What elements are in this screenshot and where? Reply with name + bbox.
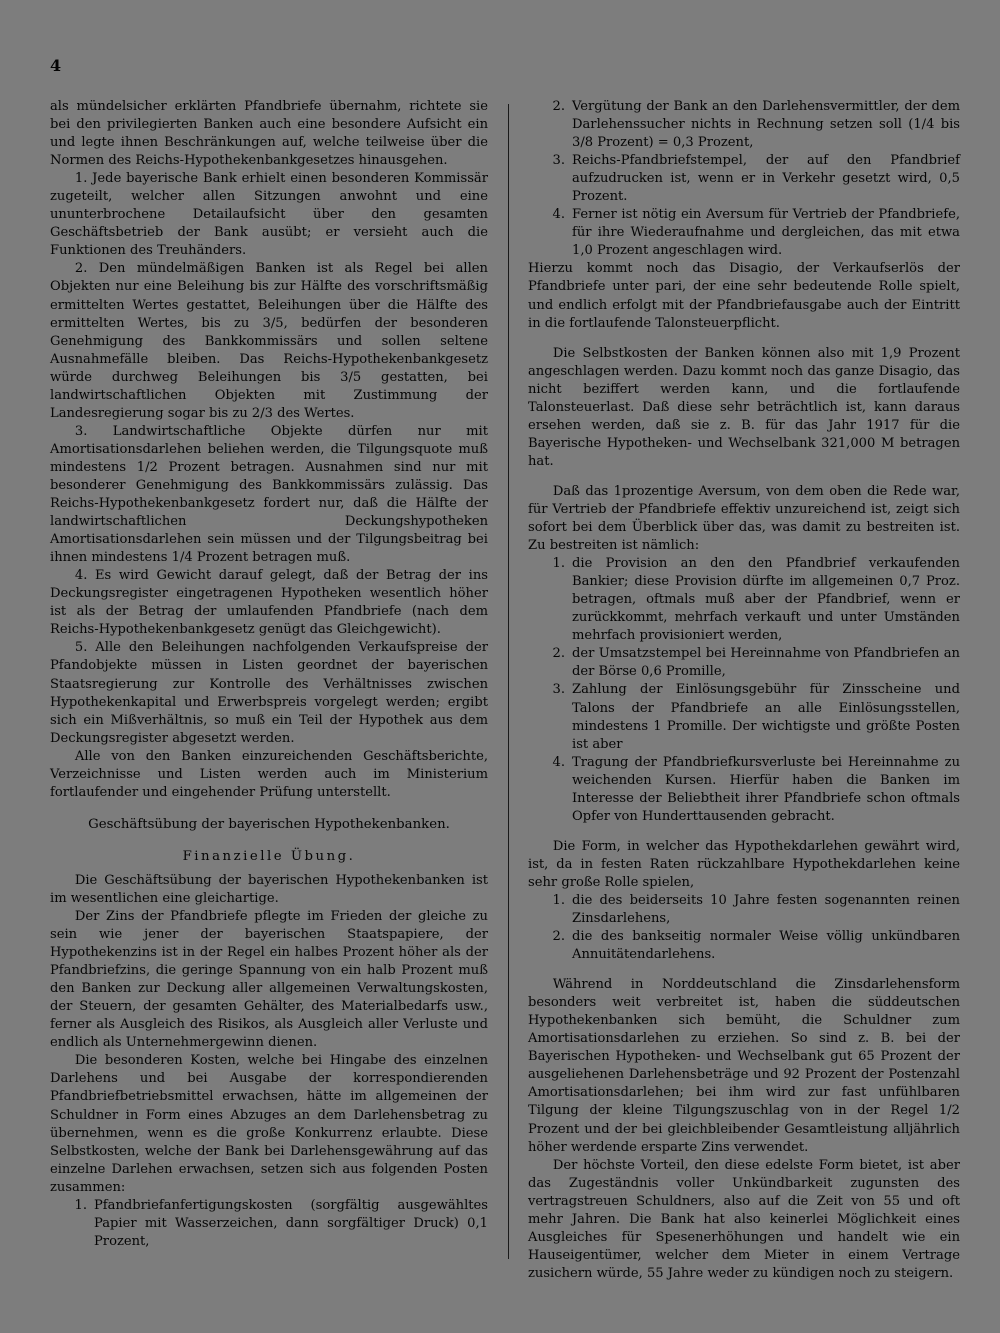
list-text: der Umsatzstempel bei Hereinnahme von Pfandbriefen an der Börse 0,6 Promille, [572,646,960,680]
list-text: Ferner ist nötig ein Aversum für Vertrieb der Pfandbriefe, für ihre Wiederaufnahme und dergleichen, das mit etwa 1,0 Prozent angeschlagen wird. [572,207,960,259]
right-column [528,98,960,1283]
paragraph-vorteil: Der höchste Vorteil, den diese edelste Form bietet, ist aber das Zugeständnis voller Unkündbarkeit zugunsten des vertragstreuen Schuldners, also auf die Zeit von 55 und oft mehr Jahren. Die Bank hat also keinerlei Möglichkeit eines Ausgleiches für Spesenerhöhungen und handelt wie ein Hauseigentümer, welcher dem Mieter in einem Vertrage zusichern würde, 55 Jahre weder zu kündigen noch zu steigern. [528,1157,960,1281]
list-item [528,206,960,260]
list-text: die des bankseitig normaler Weise völlig unkündbaren Annuitätendarlehens. [572,929,960,963]
page-number: 4 [50,56,62,75]
list-text: Vergütung der Bank an den Darlehensvermittler, der dem Darlehenssucher nichts in Rechnung setzen soll (1/4 bis 3/8 Prozent) = 0,3 Prozent, [572,99,960,151]
column-divider [508,104,509,1259]
paragraph-1: 1. Jede bayerische Bank erhielt einen besonderen Kommissär zugeteilt, welcher allen Sitzungen anwohnt und eine ununterbrochene Detailaufsicht über den gesamten Geschäftsbetrieb der Bank ausübt; er versieht auch die Funktionen des Treuhänders. [50,171,488,259]
cost-list-left [50,1197,488,1251]
list-text: Pfandbriefanfertigungskosten (sorgfältig ausgewähltes Papier mit Wasserzeichen, dann sorgfältiger Druck) 0,1 Prozent, [94,1197,488,1249]
list-item [528,892,960,928]
paragraph-6: Alle von den Banken einzureichenden Geschäftsberichte, Verzeichnisse und Listen werden auch im Ministerium fortlaufender und eingehender Prüfung unterstellt. [50,748,488,800]
list-number: 3. [552,153,565,169]
list-number: 1. [552,892,565,908]
paragraph-2: 2. Den mündelmäßigen Banken ist als Regel bei allen Objekten nur eine Beleihung bis zur Hälfte des vorschriftsmäßig ermittelten Wertes gestattet, Beleihungen über die Hälfte des ermittelten Wertes, bis zu 3/5, bedürfen der besonderen Genehmigung des Bankkommissärs und sollen seltene Ausnahmefälle bleiben. Das Reichs-Hypothekenbankgesetz würde durchweg Beleihungen bis 3/5 gestatten, bei landwirtschaftlichen Objekten mit Zustimmung der Landesregierung sogar bis zu 2/3 des Wertes. [50,261,488,421]
list-item [528,681,960,753]
list-number: 1. [74,1197,87,1213]
paragraph-norddeutschland: Während in Norddeutschland die Zinsdarlehensform besonders weit verbreitet ist, haben die süddeutschen Hypothekenbanken sich bemüht, die Schuldner zum Amortisationsdarlehen zu erziehen. So sind z. B. bei der Bayerischen Hypotheken- und Wechselbank gut 65 Prozent der ausgeliehenen Darlehensbeträge und 92 Prozent der Postenzahl Amortisationsdarlehen; bei ihm wird zur fast unfühlbaren Tilgung der kleine Tilgungszuschlag von in der Regel 1/2 Prozent und der bei gleichbleibender Gesamtleistung alljährlich höher werdende ersparte Zins verwendet. [528,977,960,1155]
list-item [528,555,960,645]
list-number: 4. [552,754,565,770]
subsection-heading: Finanzielle Übung. [182,848,356,864]
paragraph-selbstkosten: Die Selbstkosten der Banken können also mit 1,9 Prozent angeschlagen werden. Dazu kommt noch das ganze Disagio, das nicht beziffert werden kann, und die fortlaufende Talonsteuerlast. Daß diese sehr beträchtlich ist, kann daraus ersehen werden, daß sie z. B. für das Jahr 1917 für die Bayerische Hypotheken- und Wechselbank 321,000 M betragen hat. [528,345,960,469]
list-item [528,98,960,152]
paragraph-4: 4. Es wird Gewicht darauf gelegt, daß der Betrag der ins Deckungsregister eingetragenen Hypotheken wesentlich höher ist als der Betrag der umlaufenden Pfandbriefe (nach dem Reichs-Hypothekenbankgesetz genügt das Gleichgewicht). [50,568,488,638]
list-item [50,1197,488,1251]
expense-list [528,555,960,826]
paragraph-9: Die besonderen Kosten, welche bei Hingabe des einzelnen Darlehens und bei Ausgabe der korrespondierenden Pfandbriefbetriebsmittel erwachsen, hätte im allgemeinen der Schuldner in Form eines Abzuges an dem Darlehensbetrag zu übernehmen, wenn es die große Konkurrenz erlaubte. Diese Selbstkosten, welche der Bank bei Darlehensgewährung auf das einzelne Darlehen erwachsen, setzen sich aus folgenden Posten zusammen: [50,1053,488,1195]
paragraph-5: 5. Alle den Beleihungen nachfolgenden Verkaufspreise der Pfandobjekte müssen in Listen geordnet der bayerischen Staatsregierung zur Kontrolle des Verhältnisses zwischen Hypothekenkapital und Erwerbspreis vorgelegt werden; ergibt sich ein Mißverhältnis, so muß ein Teil der Hypothek aus dem Deckungsregister abgesetzt werden. [50,640,488,746]
cost-list-right [528,98,960,260]
section-heading: Geschäftsübung der bayerischen Hypothekenbanken. [88,816,450,832]
left-column [50,98,488,1251]
loan-form-list [528,892,960,964]
paragraph-form: Die Form, in welcher das Hypothekdarlehen gewährt wird, ist, da in festen Raten rückzahlbare Hypothekdarlehen keine sehr große Rolle spielen, [528,838,960,890]
list-number: 2. [552,929,565,945]
list-text: Reichs-Pfandbriefstempel, der auf den Pfandbrief aufzudrucken ist, wenn er in Verkehr gesetzt wird, 0,5 Prozent. [572,153,960,205]
list-number: 4. [552,207,565,223]
intro-paragraph: als mündelsicher erklärten Pfandbriefe übernahm, richtete sie bei den privilegierten Banken auch eine besondere Aufsicht ein und legte ihnen Beschränkungen auf, welche teilweise über die Normen des Reichs-Hypothekenbankgesetzes hinausgehen. [50,99,488,169]
list-number: 3. [552,682,565,698]
list-number: 1. [552,556,565,572]
list-text: Zahlung der Einlösungsgebühr für Zinsscheine und Talons der Pfandbriefe an alle Einlösungsstellen, mindestens 1 Promille. Der wichtigste und größte Posten ist aber [572,682,960,752]
paragraph-8: Der Zins der Pfandbriefe pflegte im Frieden der gleiche zu sein wie jener der bayerischen Staatspapiere, der Hypothekenzins ist in der Regel ein halbes Prozent höher als der Pfandbriefzins, die geringe Spannung von ein halb Prozent muß den Banken zur Deckung aller allgemeinen Verwaltungskosten, der Steuern, der gesamten Gehälter, des Materialbedarfs usw., ferner als Ausgleich des Risikos, als Ausgleich aller Verluste und endlich als Unternehmergewinn dienen. [50,909,488,1051]
list-text: Tragung der Pfandbriefkursverluste bei Hereinnahme zu weichenden Kursen. Hierfür haben die Banken im Interesse der Beliebtheit ihrer Pfandbriefe schon oftmals Opfer von Hunderttausenden gebracht. [572,754,960,824]
list-number: 2. [552,99,565,114]
list-item [528,645,960,681]
paragraph-disagio: Hierzu kommt noch das Disagio, der Verkaufserlös der Pfandbriefe unter pari, der eine sehr bedeutende Rolle spielt, und endlich erfolgt mit der Pfandbriefausgabe auch der Eintritt in die fortlaufende Talonsteuerpflicht. [528,261,960,331]
paragraph-7: Die Geschäftsübung der bayerischen Hypothekenbanken ist im wesentlichen eine gleichartige. [50,872,488,906]
list-text: die des beiderseits 10 Jahre festen sogenannten reinen Zinsdarlehens, [572,892,960,927]
list-item [528,928,960,964]
list-number: 2. [552,646,565,662]
list-item [528,754,960,826]
paragraph-aversum: Daß das 1prozentige Aversum, von dem oben die Rede war, für Vertrieb der Pfandbriefe effektiv unzureichend ist, zeigt sich sofort bei dem Überblick über das, was damit zu bestreiten ist. Zu bestreiten ist nämlich: [528,483,960,554]
list-item [528,152,960,206]
list-text: die Provision an den den Pfandbrief verkaufenden Bankier; diese Provision dürfte im allgemeinen 0,7 Proz. betragen, oftmals muß aber der Pfandbrief, wenn er zurückkommt, mehrfach verkauft und unter Umständen mehrfach provisioniert werden, [572,556,960,644]
paragraph-3: 3. Landwirtschaftliche Objekte dürfen nur mit Amortisationsdarlehen beliehen werden, die Tilgungsquote muß mindestens 1/2 Prozent betragen. Ausnahmen sind nur mit besonderer Genehmigung des Bankkommissärs zulässig. Das Reichs-Hypothekenbankgesetz fordert nur, daß die Hälfte der landwirtschaftlichen Deckungshypotheken Amortisationsdarlehen sein müssen und der Tilgungsbeitrag bei ihnen mindestens 1/4 Prozent betragen muß. [50,423,488,566]
